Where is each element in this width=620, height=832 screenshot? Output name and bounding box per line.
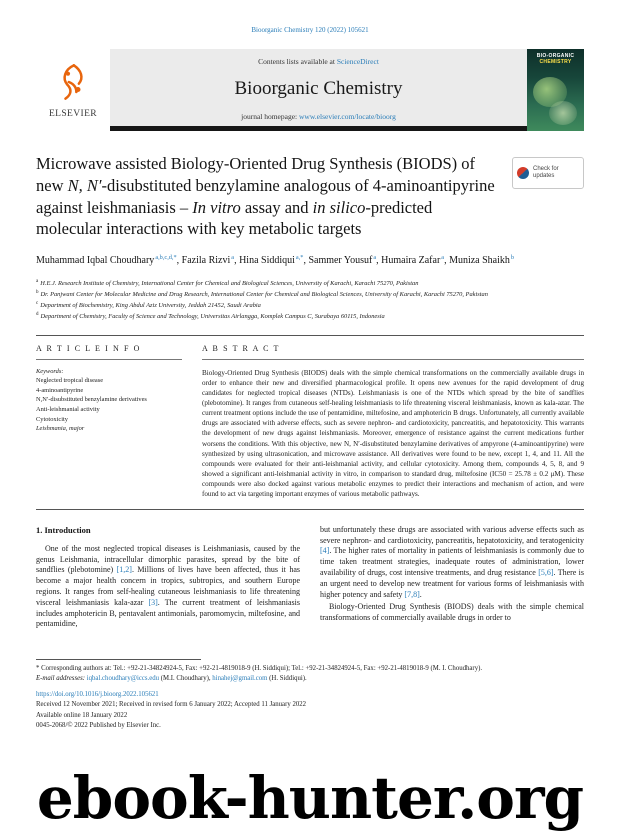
- keyword: Neglected tropical disease: [36, 377, 104, 385]
- intro-paragraph-continued: [320, 525, 584, 601]
- affiliation: [36, 289, 584, 300]
- body-text-segment: .: [419, 589, 422, 599]
- crossmark-icon: [517, 167, 529, 179]
- article-title: [36, 153, 498, 240]
- email-suffix: (H. Siddiqui).: [267, 675, 307, 683]
- affiliation-sup: d: [36, 312, 39, 318]
- contents-prefix: Contents lists available at: [258, 57, 337, 66]
- author-list: [36, 253, 540, 269]
- email-suffix: (M.I. Choudhary),: [159, 675, 213, 683]
- citation-link[interactable]: [5,6]: [538, 568, 554, 578]
- keyword: Leishmania, major: [36, 425, 85, 433]
- issn-copyright: 0045-2068/© 2022 Published by Elsevier Inc.: [36, 721, 161, 729]
- body-text-segment: . Millions of lives have been affected, thus it has become a major health concern in tropics, subtropics, and southern Europe regions. It ranges from self-healing cutaneous leishmaniasis to life threatening visceral leishmaniasis kala-azar: [36, 565, 300, 607]
- body-text-segment: . The current treatment of leishmaniasis includes amphotericin B, pentavalent antimonials, paromomycin, miltefosine, and pentamidine,: [36, 597, 301, 629]
- journal-citation: Bioorganic Chemistry 120 (2022) 105621: [251, 26, 369, 34]
- author: [36, 255, 182, 266]
- title-row: [36, 153, 584, 240]
- footnote-area: [36, 659, 584, 731]
- elsevier-tree-icon: [56, 62, 90, 107]
- abstract-heading: A B S T R A C T: [202, 336, 584, 360]
- author-name: Hina Siddiqui: [239, 255, 295, 267]
- article-info-heading: A R T I C L E I N F O: [36, 336, 182, 360]
- body-text-segment: One of the most neglected tropical diseases is Leishmaniasis, caused by the genus Leishmania, intracellular dimorphic parasites, spread by the bite of sandflies (plebotomine): [36, 543, 300, 575]
- journal-cover-image[interactable]: [527, 49, 584, 131]
- author-separator: ,: [303, 255, 309, 267]
- author-affiliation-sup[interactable]: a,b,c,d,*: [155, 254, 177, 262]
- keyword: Cytotoxicity: [36, 415, 68, 423]
- cover-title-line2: CHEMISTRY: [539, 59, 572, 65]
- elsevier-logo[interactable]: [36, 49, 110, 131]
- body-right-column: [320, 525, 584, 651]
- footnote-divider: [36, 659, 201, 660]
- author: [239, 255, 308, 266]
- journal-homepage-link[interactable]: www.elsevier.com/locate/bioorg: [299, 112, 396, 121]
- email-line: [36, 674, 584, 684]
- affiliations: [36, 278, 584, 322]
- title-segment: Microwave assisted Biology-Oriented Drug Synthesis (BIODS) of new: [36, 154, 476, 195]
- journal-title: Bioorganic Chemistry: [234, 78, 403, 99]
- abstract-column: [202, 336, 584, 499]
- author-affiliation-sup[interactable]: a: [231, 254, 235, 262]
- ebook-hunter-watermark: ebook-hunter.org: [36, 764, 584, 832]
- title-segment-italic: N, N′: [67, 175, 102, 195]
- affiliation: [36, 300, 584, 311]
- body-text-segment: . The higher rates of mortality in patients of leishmaniasis is commonly due to time taken treatment strategies, inadequate routes of administration, lower availability of drugs, cost intensive treatments, and drug resistance: [320, 546, 584, 578]
- affiliation-text: Department of Biochemistry, King Abdul Aziz University, Jeddah 21452, Saudi Arabia: [40, 302, 261, 310]
- introduction-heading: 1. Introduction: [36, 524, 91, 535]
- journal-header-banner: [36, 49, 584, 131]
- check-for-updates-badge[interactable]: [512, 157, 584, 189]
- cover-art: [549, 101, 577, 125]
- affiliation-sup: c: [36, 300, 39, 306]
- author-affiliation-sup[interactable]: a: [373, 254, 377, 262]
- banner-center: [110, 49, 527, 131]
- article-body: [36, 525, 584, 651]
- author: [182, 255, 239, 266]
- available-online: Available online 18 January 2022: [36, 711, 128, 719]
- body-left-column: [36, 525, 300, 651]
- author-name: Sammer Yousuf: [308, 255, 373, 267]
- affiliation-sup: b: [36, 289, 39, 295]
- author-separator: ,: [176, 255, 182, 267]
- article-info-column: [36, 336, 182, 499]
- biods-paragraph: Biology-Oriented Drug Synthesis (BIODS) deals with the simple chemical transformations of commercially available drugs in order to: [320, 602, 584, 623]
- email-link[interactable]: hinahej@gmail.com: [212, 675, 268, 683]
- keyword: Anti-leishmanial activity: [36, 405, 100, 413]
- citation-link[interactable]: [3]: [148, 597, 158, 607]
- author-name: Muhammad Iqbal Choudhary: [36, 255, 155, 267]
- affiliation-text: H.E.J. Research Institute of Chemistry, International Center for Chemical and Biological Sciences, University of Karachi, Karachi 75270, Pakistan: [40, 280, 419, 288]
- elsevier-logo-label: ELSEVIER: [48, 108, 98, 119]
- author: [449, 255, 514, 266]
- title-segment: assay and: [240, 197, 313, 217]
- affiliation-text: Dr. Panjwani Center for Molecular Medicine and Drug Research, International Center for Chemical and Biological Sciences, University of Karachi, Karachi 75270, Pakistan: [40, 291, 488, 299]
- keywords-label: Keywords:: [36, 368, 64, 376]
- author-affiliation-sup[interactable]: a,*: [295, 254, 304, 262]
- doi-link[interactable]: https://doi.org/10.1016/j.bioorg.2022.105621: [36, 691, 159, 699]
- author-affiliation-sup[interactable]: b: [510, 254, 515, 262]
- citation-link[interactable]: [7,8]: [404, 589, 420, 599]
- cover-title-line1: BIO-ORGANIC: [536, 53, 575, 59]
- affiliation-sup: a: [36, 278, 39, 284]
- body-text-segment: . There is an urgent need to develop new treatment for various forms of leishmaniasis with higher potency and safety: [320, 568, 584, 599]
- author-name: Fazila Rizvi: [181, 255, 231, 267]
- article-info-abstract-block: [36, 335, 584, 510]
- affiliation-text: Department of Chemistry, Faculty of Science and Technology, Universitas Airlangga, Komplek Campus C, Surabaya 60115, Indonesia: [40, 313, 385, 321]
- doi-line: [36, 690, 584, 700]
- intro-paragraph: [36, 544, 300, 630]
- author-name: Muniza Shaikh: [449, 255, 510, 267]
- keyword: N,N′-disubstituted benzylamine derivatives: [36, 396, 147, 404]
- keyword: 4-aminoantipyrine: [36, 386, 84, 394]
- corresponding-note: * Corresponding authors at: Tel.: +92-21-34824924-5, Fax: +92-21-4819018-9 (H. Siddiqui); Tel.: +92-21-34824924-5, Fax: +92-21-4819018-9 (M. I. Choudhary).: [36, 664, 483, 672]
- affiliation: [36, 278, 584, 289]
- check-for-updates-label: Check for updates: [533, 166, 559, 179]
- citation-link[interactable]: [4]: [320, 546, 330, 556]
- email-label: E-mail addresses:: [36, 675, 86, 683]
- abstract-text: Biology-Oriented Drug Synthesis (BIODS) deals with the simple chemical transformations on the commercially available drugs in order to enhance their new and diversified pharmacological profile. It opens new avenues for the rapid development of drug candidates for neglected tropical diseases (NTDs). Leishmaniasis is one of the NTDs which spread by the bite of sandflies (plebotomine). It ranges from cutaneous self-healing leishmaniasis to life threatening visceral leishmaniasis, known as kala-azar. The current treatment options include the use of pentamidine, miltefosine, and amphotericin B drugs. Unfortunately, all currently available drugs are associated with adverse effects, such as severe nephron- and cardiotoxicity, pancreatitis, and hepatotoxicity. This warrants the development of new drugs against leishmaniasis. Moreover, emergence of resistance against the current medications further worsens the conditions. With this objective, new N, N′-disubstituted benzylamine derivatives of ampyrone (4-aminoantipyrine) were synthesized by using ultrasonication, and microwave assistance. All derivatives were found to be new, except 1, 4, and 11. All the compounds were evaluated for their anti-leishmanial activity, and cellular cytotoxicity. Among them, compounds 4, 5, 8, and 9 showed a significant anti-leishmanial activity in vitro, in comparison to standard drug, miltefosine (IC50 = 25.78 ± 0.2 μM). These compounds were also docked against various metabolic enzymes to predict their interactions and mechanism of action, and were found to act via targeting important enzymes of various metabolic pathways.: [202, 369, 584, 498]
- homepage-line: [241, 112, 396, 123]
- author-separator: ,: [376, 255, 382, 267]
- author-separator: ,: [234, 255, 240, 267]
- homepage-prefix: journal homepage:: [241, 112, 300, 121]
- author: [308, 255, 381, 266]
- affiliation: [36, 311, 584, 322]
- author-name: Humaira Zafar: [381, 255, 441, 267]
- title-segment: -predicted molecular interactions with key metabolic targets: [36, 197, 433, 239]
- email-link[interactable]: iqbal.choudhary@iccs.edu: [86, 675, 160, 683]
- author-affiliation-sup[interactable]: a: [441, 254, 445, 262]
- contents-line: [258, 57, 379, 66]
- body-text-segment: but unfortunately these drugs are associated with various adverse effects such as severe nephron- and cardiotoxicity, pancreatitis, hepatotoxicity, and teratogenicity: [320, 524, 584, 545]
- received-dates: Received 12 November 2021; Received in revised form 6 January 2022; Accepted 11 January 2022: [36, 701, 307, 709]
- title-segment-italic: in silico: [312, 197, 366, 217]
- author: [381, 255, 449, 266]
- citation-link[interactable]: [1,2]: [116, 565, 132, 575]
- title-segment-italic: In vitro: [192, 197, 241, 217]
- sciencedirect-link[interactable]: ScienceDirect: [336, 57, 379, 66]
- title-segment: -disubstituted benzylamine analogous of 4-aminoantipyrine against leishmaniasis –: [36, 175, 495, 217]
- author-separator: ,: [444, 255, 450, 267]
